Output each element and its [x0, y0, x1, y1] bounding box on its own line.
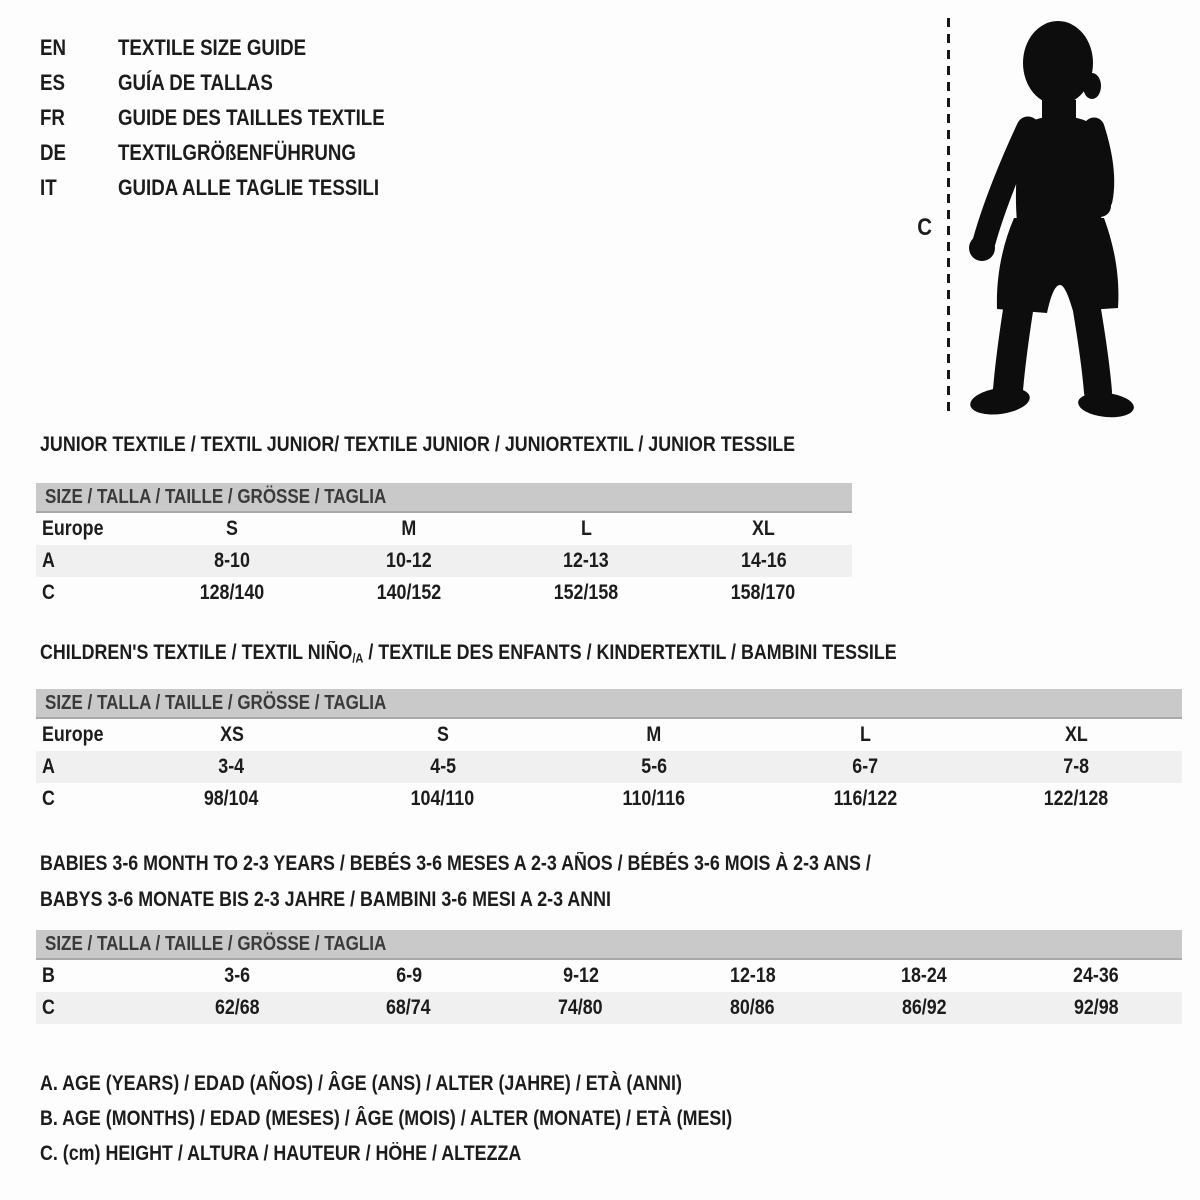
table-cell: 128/140 [199, 581, 264, 604]
language-code: EN [40, 34, 66, 60]
size-col-header: XS [219, 723, 244, 746]
size-col-header: XL [751, 517, 775, 540]
table-row-europe [36, 719, 1182, 751]
size-col-header: L [859, 723, 871, 746]
legend-line-b: B. AGE (MONTHS) / EDAD (MESES) / ÂGE (MOIS) / ALTER (MONATE) / ETÀ (MESI) [40, 1106, 733, 1130]
size-header-bar: SIZE / TALLA / TAILLE / GRÖSSE / TAGLIA [36, 930, 1182, 960]
guide-title-en: TEXTILE SIZE GUIDE [118, 34, 307, 60]
size-header-bar: SIZE / TALLA / TAILLE / GRÖSSE / TAGLIA [36, 483, 852, 513]
size-col-header: S [436, 723, 449, 746]
toddler-silhouette-icon [956, 14, 1142, 418]
row-label-cell: A [42, 549, 55, 572]
row-label-cell: C [42, 581, 55, 604]
table-cell: 110/116 [622, 787, 686, 810]
language-code: DE [40, 139, 66, 165]
table-cell: 18-24 [901, 964, 948, 987]
table-cell: 122/128 [1044, 787, 1109, 810]
language-code: FR [40, 104, 65, 130]
measurement-legend [40, 1066, 854, 1171]
table-cell: 62/68 [214, 996, 260, 1019]
table-cell: 7-8 [1063, 755, 1090, 778]
table-cell: 6-9 [395, 964, 422, 987]
babies-size-table [36, 930, 1182, 1024]
guide-title-de: TEXTILGRÖßENFÜHRUNG [118, 139, 356, 165]
row-label-cell: C [42, 996, 55, 1019]
table-cell: 14-16 [740, 549, 787, 572]
table-row-height-cm [36, 577, 852, 609]
language-row-de [40, 135, 432, 170]
children-size-table [36, 689, 1182, 815]
table-cell: 24-36 [1073, 964, 1119, 987]
table-cell: 5-6 [641, 755, 667, 778]
guide-title-it: GUIDA ALLE TAGLIE TESSILI [118, 174, 380, 200]
junior-size-table [36, 483, 852, 609]
table-cell: 158/170 [731, 581, 796, 604]
table-cell: 80/86 [730, 996, 775, 1019]
language-code: IT [40, 174, 57, 200]
table-cell: 92/98 [1073, 996, 1119, 1019]
row-label-cell: Europe [42, 723, 104, 746]
table-row-height-cm [36, 783, 1182, 815]
language-row-it [40, 170, 432, 205]
row-label-cell: C [42, 787, 55, 810]
table-cell: 116/122 [833, 787, 897, 810]
height-measure-dashed-line [947, 18, 950, 415]
guide-title-es: GUÍA DE TALLAS [118, 69, 273, 95]
table-cell: 3-4 [218, 755, 245, 778]
table-cell: 86/92 [901, 996, 947, 1019]
table-cell: 4-5 [429, 755, 456, 778]
table-cell: 12-13 [563, 549, 609, 572]
table-cell: 140/152 [376, 581, 442, 604]
table-cell: 3-6 [224, 964, 250, 987]
table-row-height-cm [36, 992, 1182, 1024]
size-header-bar: SIZE / TALLA / TAILLE / GRÖSSE / TAGLIA [36, 689, 1182, 719]
height-measure-label: C [917, 214, 933, 241]
table-cell: 12-18 [729, 964, 776, 987]
table-cell: 74/80 [558, 996, 603, 1019]
table-row-age-years [36, 545, 852, 577]
language-row-es [40, 65, 432, 100]
size-col-header: M [401, 517, 417, 540]
legend-line-c: C. (cm) HEIGHT / ALTURA / HAUTEUR / HÖHE / ALTEZZA [40, 1141, 522, 1165]
table-cell: 98/104 [204, 787, 259, 810]
junior-section-title: JUNIOR TEXTILE / TEXTIL JUNIOR/ TEXTILE JUNIOR / JUNIORTEXTIL / JUNIOR TESSILE [40, 433, 796, 456]
table-cell: 6-7 [852, 755, 879, 778]
table-cell: 10-12 [386, 549, 432, 572]
table-cell: 104/110 [411, 787, 475, 810]
size-col-header: S [225, 517, 238, 540]
babies-section-title: BABIES 3-6 MONTH TO 2-3 YEARS / BEBÉS 3-6 MESES A 2-3 AÑOS / BÉBÉS 3-6 MOIS À 2-3 ANS / BABYS 3-6 MONATE BIS 2-3 JAHRE / BAMBINI 3-6 MESI A 2-3 ANNI [40, 852, 871, 911]
table-row-europe [36, 513, 852, 545]
table-cell: 68/74 [386, 996, 432, 1019]
size-col-header: M [646, 723, 662, 746]
legend-line-a: A. AGE (YEARS) / EDAD (AÑOS) / ÂGE (ANS) / ALTER (JAHRE) / ETÀ (ANNI) [40, 1071, 682, 1095]
table-row-age-months [36, 960, 1182, 992]
table-row-age-years [36, 751, 1182, 783]
children-section-title: CHILDREN'S TEXTILE / TEXTIL $NIÑO_{/A}$ / TEXTILE DES ENFANTS / KINDERTEXTIL / BAMBINI TESSILE [40, 641, 897, 666]
size-col-header: XL [1064, 723, 1088, 746]
nino-a-subscript: /A [352, 650, 364, 666]
language-row-en [40, 30, 432, 65]
language-title-list [40, 30, 432, 205]
table-cell: 9-12 [562, 964, 599, 987]
row-label-cell: B [42, 964, 55, 987]
size-col-header: L [580, 517, 592, 540]
table-cell: 152/158 [553, 581, 619, 604]
row-label-cell: A [42, 755, 55, 778]
language-row-fr [40, 100, 432, 135]
language-code: ES [40, 69, 65, 95]
table-cell: 8-10 [213, 549, 250, 572]
guide-title-fr: GUIDE DES TAILLES TEXTILE [118, 104, 385, 130]
row-label-cell: Europe [42, 517, 104, 540]
